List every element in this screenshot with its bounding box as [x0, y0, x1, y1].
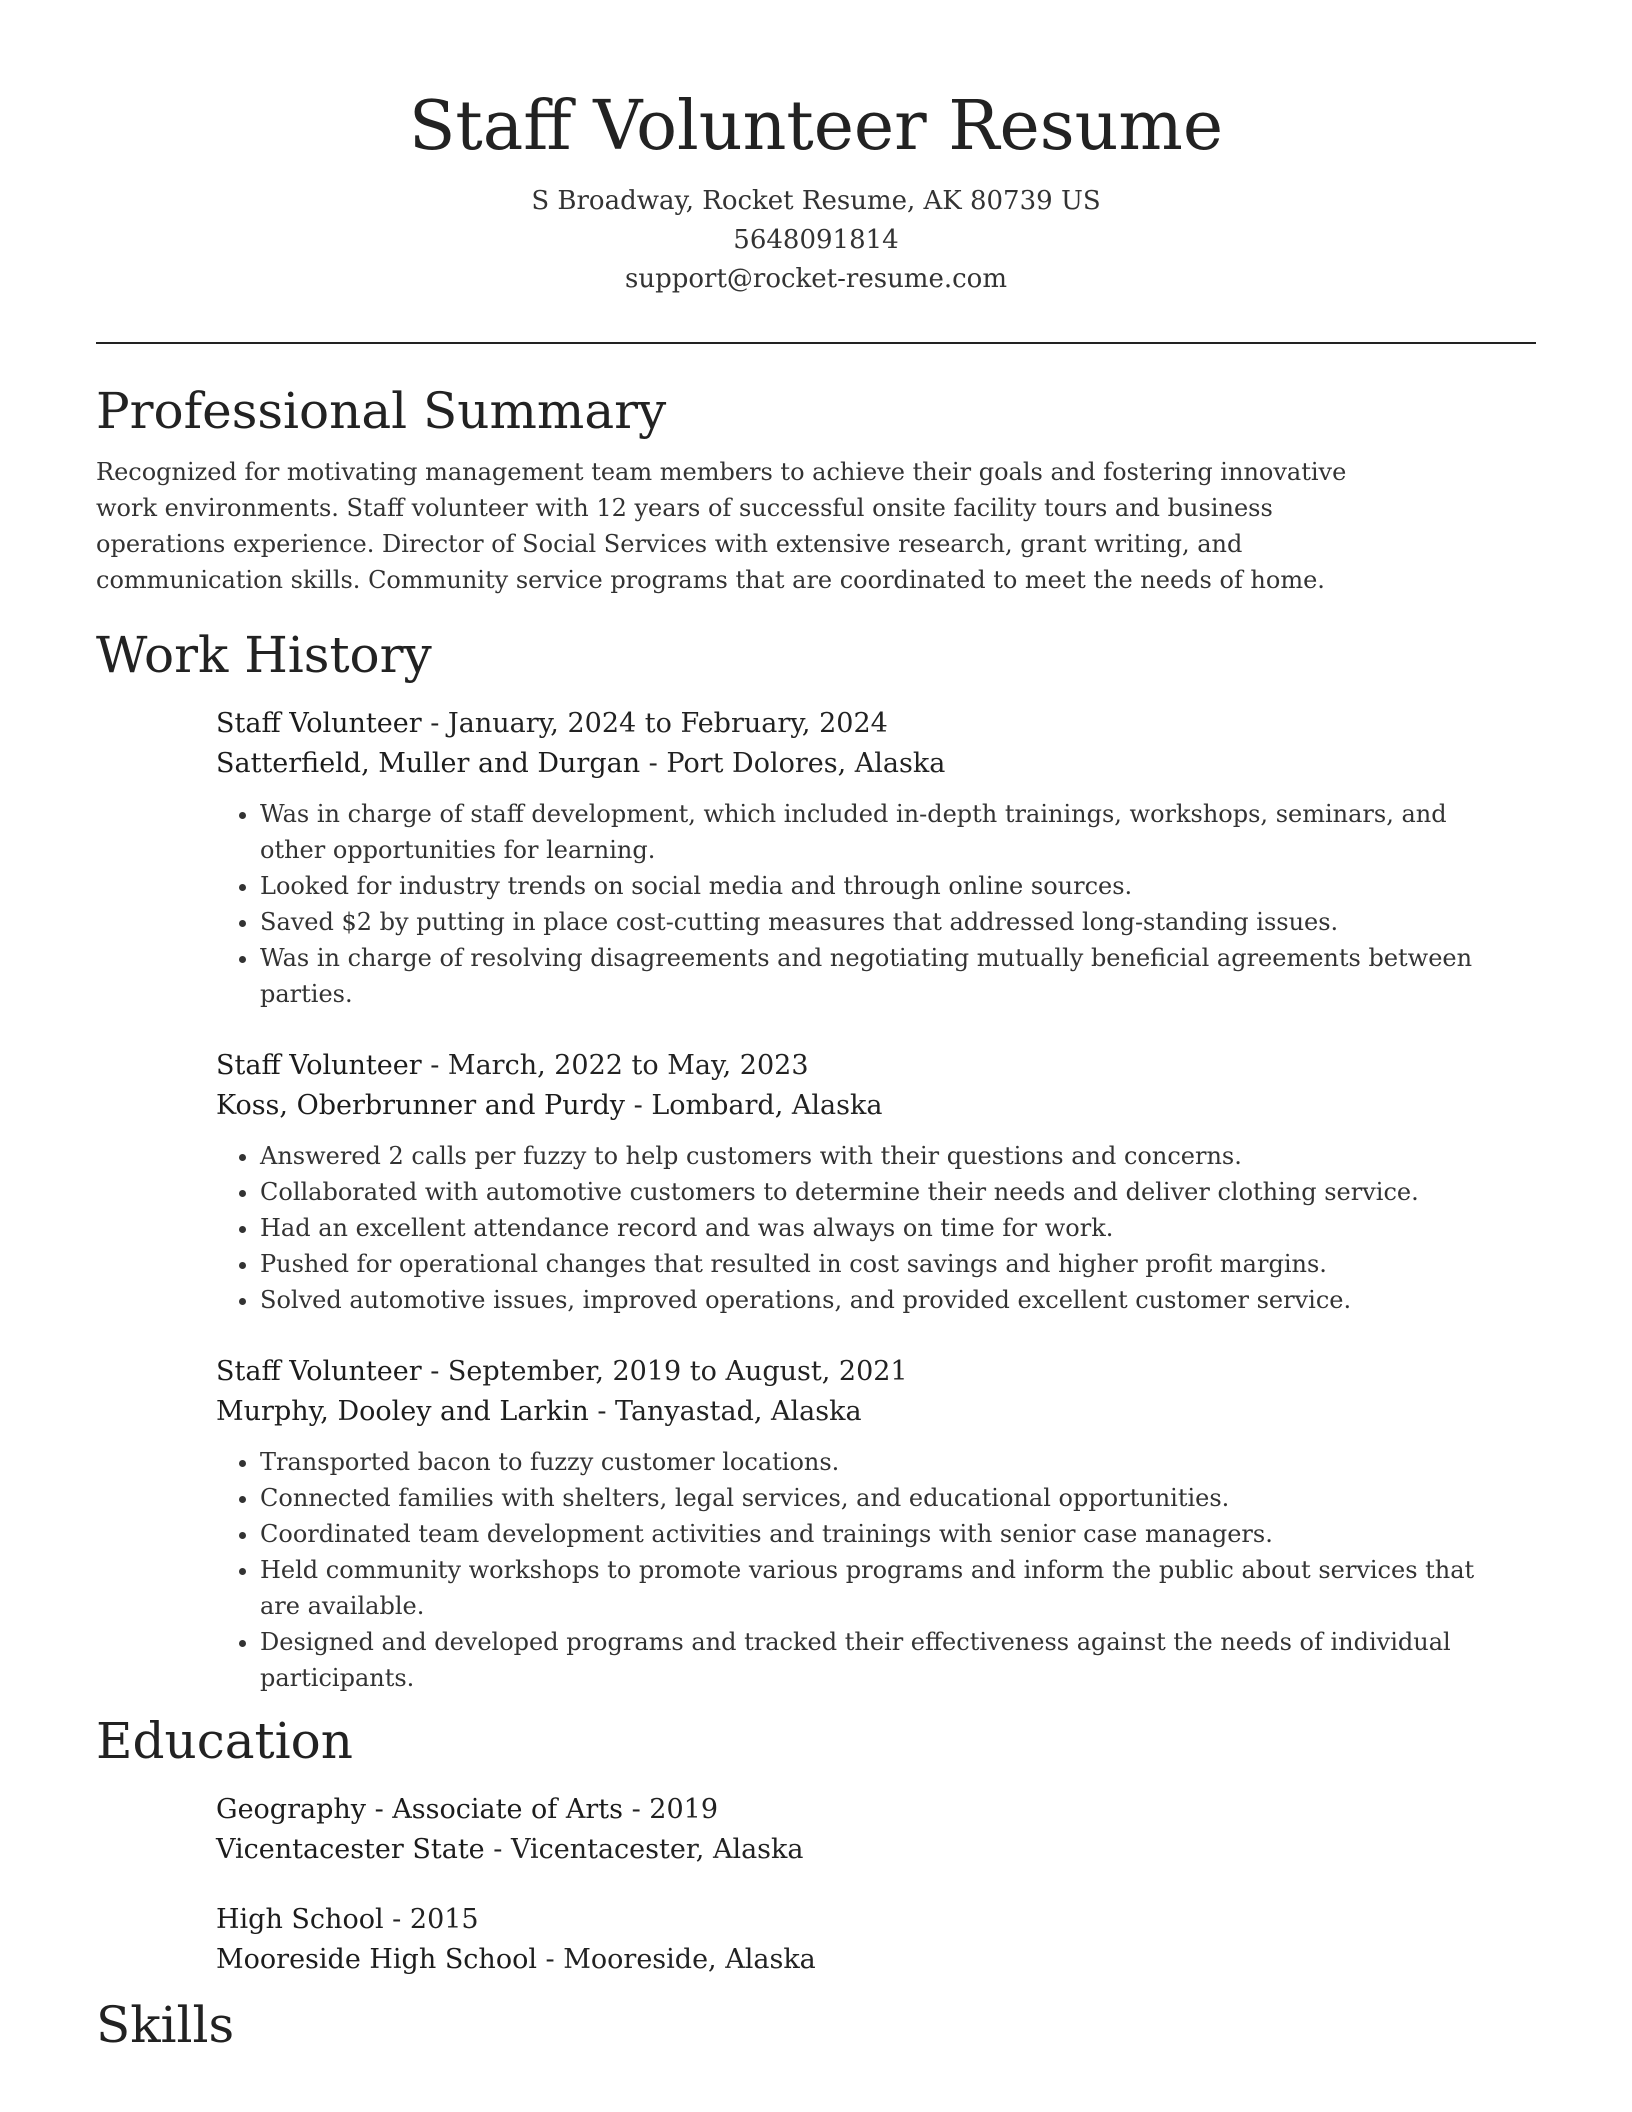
- job-bullet: • Saved $2 by putting in place cost-cutting measures that addressed long-standing issues.: [260, 904, 1516, 940]
- skills-heading: Skills: [96, 1996, 235, 2054]
- job-company: Koss, Oberbrunner and Purdy: [216, 1090, 626, 1121]
- job-dates: January, 2024 to February, 2024: [447, 708, 888, 739]
- job-entry: [216, 704, 1516, 1012]
- education-year: 2015: [409, 1904, 479, 1935]
- job-bullet: • Pushed for operational changes that resulted in cost savings and higher profit margins.: [260, 1246, 1516, 1282]
- job-title-line: Staff Volunteer - January, 2024 to February, 2024: [216, 708, 888, 739]
- work-history-list: [216, 704, 1516, 1696]
- contact-phone: 5648091814: [733, 225, 899, 255]
- education-school: Mooreside High School: [216, 1944, 537, 1975]
- job-location: Tanyastad, Alaska: [615, 1396, 862, 1427]
- resume-title: Staff Volunteer Resume: [408, 87, 1224, 166]
- education-heading: Education: [96, 1712, 353, 1770]
- summary-heading: Professional Summary: [96, 382, 667, 440]
- job-title: Staff Volunteer: [216, 1356, 422, 1387]
- job-bullet: • Collaborated with automotive customers to determine their needs and deliver clothing service.: [260, 1174, 1516, 1210]
- job-entry: [216, 1352, 1516, 1696]
- job-location: Port Dolores, Alaska: [666, 748, 946, 779]
- job-bullet: • Was in charge of resolving disagreements and negotiating mutually beneficial agreements between parties.: [260, 940, 1516, 1012]
- job-bullet: • Looked for industry trends on social media and through online sources.: [260, 868, 1516, 904]
- job-bullet: • Designed and developed programs and tracked their effectiveness against the needs of individual participants.: [260, 1624, 1516, 1696]
- job-location: Lombard, Alaska: [651, 1090, 883, 1121]
- summary-text: Recognized for motivating management team members to achieve their goals and fostering innovative work environments. Staff volunteer with 12 years of successful onsite facility tours and business operations experience. Director of Social Services with extensive research, grant writing, and communication skills. Community service programs that are coordinated to meet the needs of home.: [96, 458, 1347, 594]
- job-dates: September, 2019 to August, 2021: [447, 1356, 908, 1387]
- job-bullet: • Answered 2 calls per fuzzy to help customers with their questions and concerns.: [260, 1138, 1516, 1174]
- education-school-line: Vicentacester State - Vicentacester, Alaska: [216, 1834, 804, 1865]
- job-title-line: Staff Volunteer - March, 2022 to May, 2023: [216, 1050, 809, 1081]
- job-company-line: Murphy, Dooley and Larkin - Tanyastad, Alaska: [216, 1396, 862, 1427]
- education-degree: High School: [216, 1904, 384, 1935]
- job-bullet: • Solved automotive issues, improved operations, and provided excellent customer service.: [260, 1282, 1516, 1318]
- job-bullet: • Had an excellent attendance record and was always on time for work.: [260, 1210, 1516, 1246]
- job-title: Staff Volunteer: [216, 708, 422, 739]
- education-degree: Geography - Associate of Arts: [216, 1794, 623, 1825]
- job-bullets: [216, 1138, 1516, 1318]
- job-company: Murphy, Dooley and Larkin: [216, 1396, 589, 1427]
- education-degree-line: High School - 2015: [216, 1904, 479, 1935]
- job-bullet: • Coordinated team development activities and trainings with senior case managers.: [260, 1516, 1516, 1552]
- section-spacer: [96, 1696, 1536, 1706]
- job-bullet: • Connected families with shelters, legal services, and educational opportunities.: [260, 1480, 1516, 1516]
- job-bullet: • Transported bacon to fuzzy customer locations.: [260, 1444, 1516, 1480]
- job-entry: [216, 1046, 1516, 1318]
- job-company: Satterfield, Muller and Durgan: [216, 748, 641, 779]
- education-list: [216, 1790, 1516, 1980]
- contact-address: S Broadway, Rocket Resume, AK 80739 US: [531, 186, 1101, 216]
- education-degree-line: Geography - Associate of Arts - 2019: [216, 1794, 718, 1825]
- job-title-line: Staff Volunteer - September, 2019 to August, 2021: [216, 1356, 908, 1387]
- job-title: Staff Volunteer: [216, 1050, 422, 1081]
- contact-block: [0, 182, 1632, 299]
- job-bullet: • Was in charge of staff development, which included in-depth trainings, workshops, seminars, and other opportunities for learning.: [260, 796, 1516, 868]
- header-divider: [96, 342, 1536, 344]
- resume-body: [96, 376, 1536, 2060]
- work-history-heading: Work History: [96, 626, 432, 684]
- job-company-line: Koss, Oberbrunner and Purdy - Lombard, Alaska: [216, 1090, 883, 1121]
- job-bullets: [216, 1444, 1516, 1696]
- education-school: Vicentacester State: [216, 1834, 485, 1865]
- education-school-line: Mooreside High School - Mooreside, Alaska: [216, 1944, 816, 1975]
- job-bullets: [216, 796, 1516, 1012]
- job-bullet: • Held community workshops to promote various programs and inform the public about services that are available.: [260, 1552, 1516, 1624]
- education-entry: [216, 1900, 1516, 1980]
- resume-header: [0, 82, 1632, 299]
- education-entry: [216, 1790, 1516, 1870]
- contact-email: support@rocket-resume.com: [624, 264, 1007, 294]
- job-dates: March, 2022 to May, 2023: [447, 1050, 809, 1081]
- education-year: 2019: [649, 1794, 718, 1825]
- education-location: Mooreside, Alaska: [563, 1944, 816, 1975]
- job-company-line: Satterfield, Muller and Durgan - Port Dolores, Alaska: [216, 748, 946, 779]
- section-spacer: [96, 1980, 1536, 1990]
- education-location: Vicentacester, Alaska: [510, 1834, 804, 1865]
